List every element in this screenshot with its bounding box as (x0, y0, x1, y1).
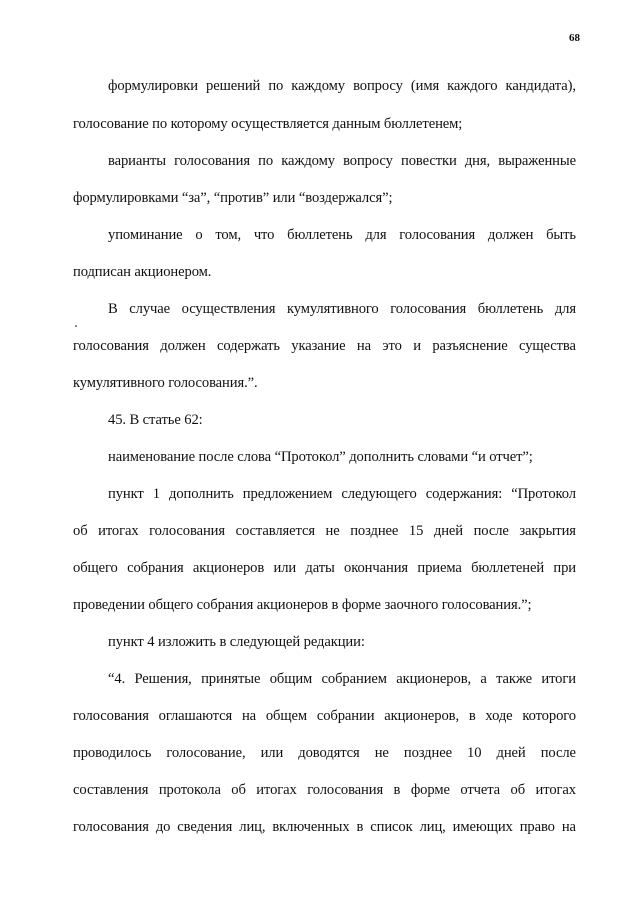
word: ходе (485, 708, 513, 724)
word: решений (206, 78, 261, 94)
word: на (356, 338, 371, 354)
word: следующего (341, 486, 417, 502)
text-line-17 (108, 670, 576, 688)
word: варианты (108, 153, 166, 169)
word: 10 (467, 745, 482, 761)
text-line-12 (108, 485, 576, 503)
word: закрытия (519, 523, 576, 539)
word: общего (73, 560, 118, 576)
word: голосования (307, 782, 384, 798)
word: имеющих (452, 819, 513, 835)
word: содержания: (425, 486, 503, 502)
word: дней (433, 523, 463, 539)
word: вопросу (353, 78, 403, 94)
word: общем (265, 708, 308, 724)
word: собранием (321, 671, 387, 687)
word: о (195, 227, 203, 243)
word: итоги (541, 671, 576, 687)
word: “Протокол (511, 486, 576, 502)
word: том, (215, 227, 242, 243)
text-line-8 (73, 337, 576, 355)
word: окончания (344, 560, 409, 576)
word: в (393, 782, 401, 798)
word: (имя (410, 78, 440, 94)
text-line-3 (108, 152, 576, 170)
text-line-5 (108, 226, 576, 244)
word: Решения, (134, 671, 192, 687)
word: собрания (127, 560, 184, 576)
word: по (258, 153, 274, 169)
word: или (273, 560, 297, 576)
word: на (241, 708, 257, 724)
word: содержать (217, 338, 280, 354)
word: голосование, (166, 745, 246, 761)
word: голосования (73, 338, 149, 354)
word: “4. (108, 671, 126, 687)
word: лиц, (419, 819, 446, 835)
word: предложением (242, 486, 333, 502)
article-heading: 45. В статье 62: (108, 412, 203, 428)
text-line-21 (73, 818, 576, 836)
word: позднее (350, 523, 399, 539)
word: до (155, 819, 171, 835)
word: об (73, 523, 88, 539)
word: существа (519, 338, 576, 354)
word: принятые (201, 671, 261, 687)
word: повестки (400, 153, 457, 169)
word: что (253, 227, 275, 243)
word: об (510, 782, 526, 798)
word: список (370, 819, 413, 835)
text-line-2: голосование по которому осуществляется данным бюллетенем; (73, 116, 463, 132)
text-line-11: наименование после слова “Протокол” дополнить словами “и отчет”; (108, 449, 533, 465)
text-line-20 (73, 781, 576, 799)
word: лиц, (239, 819, 266, 835)
word: при (553, 560, 576, 576)
text-line-7 (108, 300, 576, 318)
word: не (325, 523, 340, 539)
word: это (382, 338, 402, 354)
word: протокола (158, 782, 221, 798)
text-line-13 (73, 522, 576, 540)
text-line-19 (73, 744, 576, 762)
word: составляется (235, 523, 315, 539)
page-number: 68 (569, 32, 580, 44)
word: случае (129, 301, 171, 317)
word: вопросу (343, 153, 393, 169)
word: указание (291, 338, 346, 354)
word: даты (305, 560, 335, 576)
text-line-1 (108, 77, 576, 95)
word: выраженные (498, 153, 576, 169)
word: должен (160, 338, 206, 354)
word: каждому (281, 153, 335, 169)
word: составления (73, 782, 149, 798)
word: голосования (390, 301, 467, 317)
word: включенных (272, 819, 350, 835)
word: бюллетень (287, 227, 353, 243)
word: кумулятивного (286, 301, 379, 317)
word: осуществления (181, 301, 276, 317)
text-line-18 (73, 707, 576, 725)
word: для (554, 301, 576, 317)
word: в (468, 708, 476, 724)
word: итогах (98, 523, 139, 539)
word: в (356, 819, 364, 835)
word: упоминание (108, 227, 183, 243)
word: пункт (108, 486, 144, 502)
word: проводилось (73, 745, 152, 761)
word: акционеров, (384, 708, 460, 724)
word: а (480, 671, 487, 687)
text-line-16: пункт 4 изложить в следующей редакции: (108, 634, 365, 650)
word: итогах (535, 782, 576, 798)
word: и (413, 338, 421, 354)
word: В (108, 301, 118, 317)
word: разъяснение (432, 338, 508, 354)
word: должен (487, 227, 534, 243)
word: общим (269, 671, 313, 687)
word: для (365, 227, 387, 243)
word: доводятся (298, 745, 360, 761)
word: дней (496, 745, 526, 761)
text-line-4: формулировками “за”, “против” или “воздержался”; (73, 190, 393, 206)
word: об (231, 782, 246, 798)
word: каждого (447, 78, 498, 94)
text-line-14 (73, 559, 576, 577)
word: итогах (256, 782, 297, 798)
word: бюллетень (477, 301, 544, 317)
word: оглашаются (158, 708, 233, 724)
word: приема (417, 560, 462, 576)
text-line-15: проведении общего собрания акционеров в форме заочного голосования.”; (73, 597, 532, 613)
word: на (561, 819, 576, 835)
word: голосования (174, 153, 250, 169)
word: после (540, 745, 576, 761)
word: кандидата), (505, 78, 576, 94)
word: которого (522, 708, 576, 724)
word: сведения (177, 819, 233, 835)
word: собрании (316, 708, 375, 724)
word: не (374, 745, 389, 761)
word: после (473, 523, 509, 539)
word: право (519, 819, 555, 835)
word: форме (410, 782, 450, 798)
word: 1 (152, 486, 160, 502)
word: или (260, 745, 284, 761)
word: позднее (403, 745, 452, 761)
word: голосования (73, 708, 149, 724)
text-line-9: кумулятивного голосования.”. (73, 375, 258, 391)
word: акционеров (192, 560, 265, 576)
text-line-6: подписан акционером. (73, 264, 212, 280)
scan-artifact-dot (75, 325, 77, 327)
word: 15 (408, 523, 424, 539)
word: быть (546, 227, 576, 243)
word: также (496, 671, 533, 687)
word: голосования (73, 819, 149, 835)
word: голосования (149, 523, 225, 539)
word: каждому (291, 78, 346, 94)
word: голосования (399, 227, 476, 243)
word: отчета (460, 782, 501, 798)
word: бюллетеней (471, 560, 545, 576)
word: дня, (464, 153, 491, 169)
word: дополнить (169, 486, 234, 502)
word: акционеров, (396, 671, 472, 687)
word: по (268, 78, 284, 94)
word: формулировки (108, 78, 198, 94)
